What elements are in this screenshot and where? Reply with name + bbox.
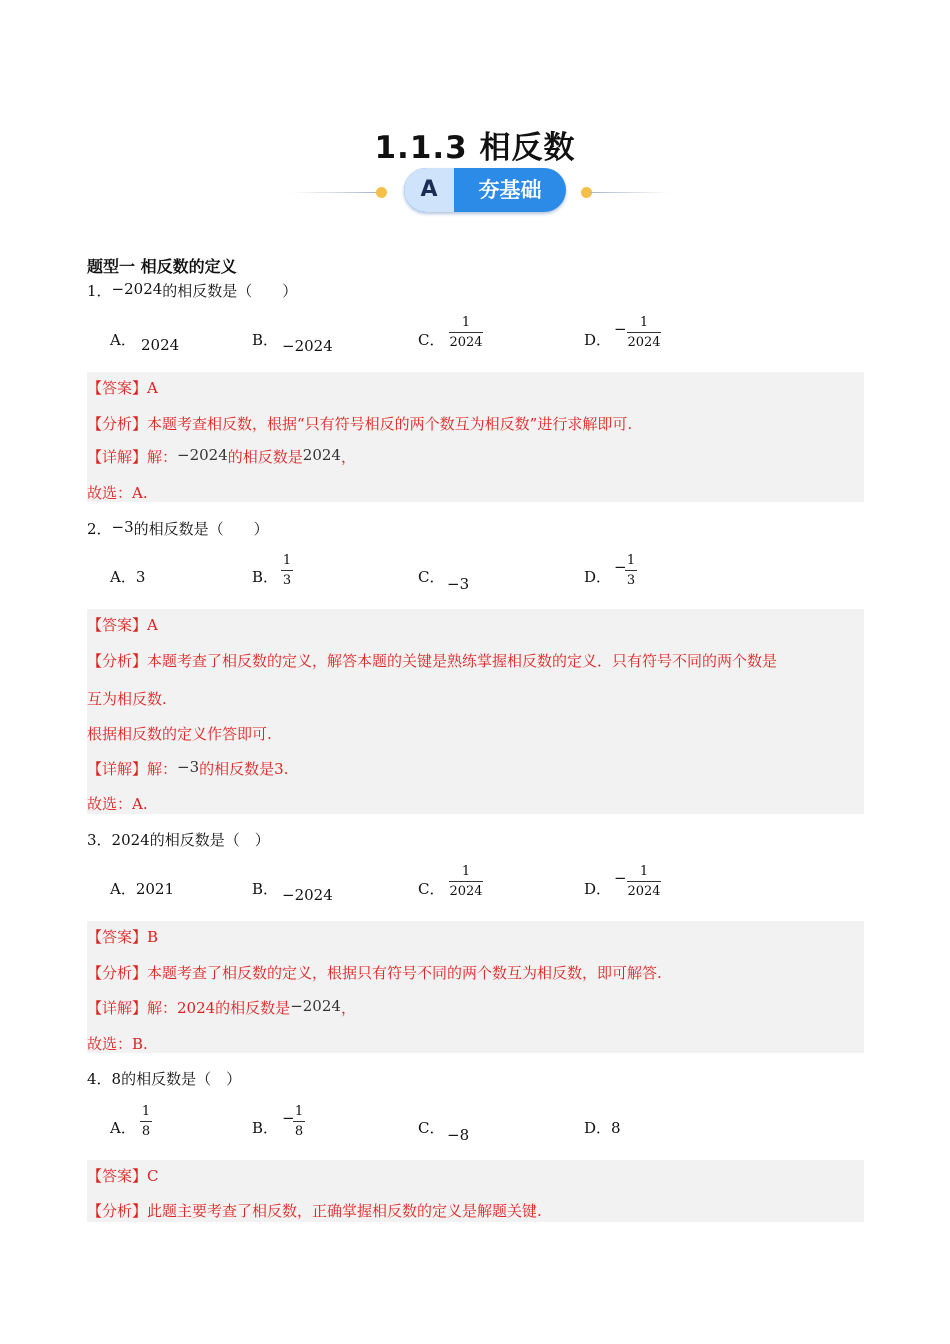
q3-detail-prefix: 【详解】解：2024的相反数是: [87, 999, 291, 1017]
q1-option-d-numerator: 1: [639, 315, 649, 330]
q3-analysis: 【分析】本题考查了相反数的定义，根据只有符号不同的两个数互为相反数，即可解答.: [87, 964, 662, 982]
q1-detail: [87, 446, 356, 467]
q3-option-c-numerator: 1: [461, 864, 471, 879]
q4-option-c-value: −8: [447, 1126, 470, 1144]
q2-option-b-numerator: 1: [282, 553, 292, 568]
q2-number: 2．: [87, 520, 112, 538]
q1-detail-math-1: −2024: [177, 446, 228, 464]
question-2-stem: [87, 518, 269, 539]
q3-option-d-sign: −: [614, 869, 627, 887]
q4-option-a-numerator: 1: [141, 1104, 151, 1119]
q2-answer: 【答案】A: [87, 616, 158, 634]
q1-option-b-label: B．: [252, 331, 279, 349]
q1-number: 1．: [87, 282, 112, 300]
q1-option-d-fraction: [627, 316, 661, 349]
question-4-stem: 4．8的相反数是（ ）: [87, 1070, 242, 1088]
q2-option-d-sign: −: [614, 558, 627, 576]
question-1-stem: [87, 280, 297, 301]
section-heading: 题型一 相反数的定义: [87, 257, 237, 276]
q4-option-b-denominator: 8: [294, 1124, 304, 1139]
q2-answer-box: [87, 609, 864, 814]
q4-option-a-fraction: [140, 1105, 152, 1138]
q3-option-b-value: −2024: [282, 886, 333, 904]
section-badge: [290, 168, 670, 214]
q2-option-b-denominator: 3: [282, 573, 292, 588]
q1-detail-prefix: 【详解】解：: [87, 448, 178, 466]
q2-option-b-label: B．: [252, 568, 279, 586]
q3-answer: 【答案】B: [87, 928, 159, 946]
q2-detail-math-1: −3: [177, 758, 200, 776]
q1-detail-math-2: 2024: [302, 446, 341, 464]
q1-answer: 【答案】A: [87, 379, 158, 397]
q3-choose: 故选：B.: [87, 1035, 148, 1053]
q2-detail-prefix: 【详解】解：: [87, 760, 178, 778]
q4-option-b-sign: −: [282, 1109, 295, 1127]
q1-math: −2024: [111, 280, 163, 298]
q3-detail: [87, 997, 356, 1018]
q4-option-b-label: B．: [252, 1119, 279, 1137]
q3-answer-box: [87, 921, 864, 1053]
q1-option-d-sign: −: [614, 320, 627, 338]
q4-option-c-label: C．: [418, 1119, 445, 1137]
q4-option-a-denominator: 8: [141, 1124, 151, 1139]
badge-line-left: [290, 192, 378, 193]
q1-option-b-value: −2024: [282, 337, 333, 355]
q2-option-d-label: D．: [584, 568, 612, 586]
q2-option-d-fraction: [625, 554, 637, 587]
q4-answer: 【答案】C: [87, 1167, 159, 1185]
q2-math: −3: [111, 518, 134, 536]
q1-option-c-denominator: 2024: [449, 335, 483, 350]
q3-option-b-label: B．: [252, 880, 279, 898]
q2-option-c-value: −3: [447, 575, 470, 593]
q1-option-a-value: 2024: [141, 336, 180, 354]
q1-option-c-numerator: 1: [461, 315, 471, 330]
badge-text: 夯基础: [478, 178, 542, 202]
q1-option-d-denominator: 2024: [627, 335, 661, 350]
q1-option-a-label: A．: [110, 331, 136, 349]
q2-option-d-numerator: 1: [626, 553, 636, 568]
q4-option-d: D．8: [584, 1119, 621, 1137]
q4-option-a-label: A．: [110, 1119, 136, 1137]
q2-option-a: A．3: [110, 568, 146, 586]
q1-option-c-fraction: [449, 316, 483, 349]
q2-option-b-fraction: [281, 554, 293, 587]
q1-detail-suffix: ，: [340, 448, 356, 466]
q3-option-c-fraction: [449, 865, 483, 898]
badge-line-right: [590, 192, 670, 193]
question-3-stem: 3．2024的相反数是（ ）: [87, 831, 270, 849]
page-title: 1.1.3 相反数: [374, 130, 576, 166]
q2-analysis-2: 互为相反数.: [87, 690, 167, 708]
q3-option-d-fraction: [627, 865, 661, 898]
q1-detail-mid: 的相反数是: [227, 448, 303, 466]
q3-option-c-denominator: 2024: [449, 884, 483, 899]
q2-option-c-label: C．: [418, 568, 445, 586]
q1-stem-text: 的相反数是（ ）: [162, 282, 298, 300]
q3-option-d-numerator: 1: [639, 864, 649, 879]
q1-choose: 故选：A.: [87, 484, 148, 502]
q2-detail: [87, 758, 288, 779]
q1-option-d-label: D．: [584, 331, 612, 349]
q1-answer-box: [87, 372, 864, 502]
badge-dot-left: [376, 187, 387, 198]
q3-option-d-label: D．: [584, 880, 612, 898]
q2-detail-suffix: 的相反数是3.: [199, 760, 289, 778]
q2-choose: 故选：A.: [87, 795, 148, 813]
q3-option-a: A．2021: [110, 880, 175, 898]
q3-detail-suffix: ，: [340, 999, 356, 1017]
q4-option-b-fraction: [293, 1105, 305, 1138]
badge-pill: [404, 168, 566, 212]
q4-option-b-numerator: 1: [294, 1104, 304, 1119]
q3-detail-math-1: −2024: [290, 997, 341, 1015]
q1-analysis: 【分析】本题考查相反数，根据“只有符号相反的两个数互为相反数”进行求解即可.: [87, 415, 633, 433]
q3-option-c-label: C．: [418, 880, 445, 898]
q2-option-d-denominator: 3: [626, 573, 636, 588]
q2-analysis-3: 根据相反数的定义作答即可.: [87, 725, 272, 743]
q1-option-c-label: C．: [418, 331, 445, 349]
badge-letter: A: [404, 168, 454, 212]
q2-stem-text: 的相反数是（ ）: [133, 520, 269, 538]
q2-analysis-1: 【分析】本题考查了相反数的定义，解答本题的关键是熟练掌握相反数的定义．只有符号不同的两个数是: [87, 652, 778, 670]
q4-answer-box: [87, 1160, 864, 1222]
q4-analysis: 【分析】此题主要考查了相反数，正确掌握相反数的定义是解题关键.: [87, 1202, 542, 1220]
q3-option-d-denominator: 2024: [627, 884, 661, 899]
